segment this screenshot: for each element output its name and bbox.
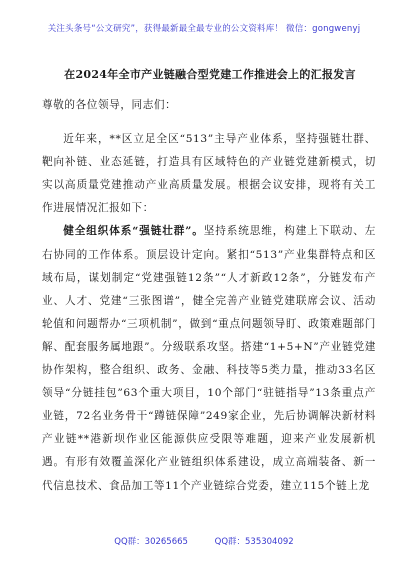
paragraph-2 bbox=[42, 220, 376, 497]
document-body bbox=[42, 94, 376, 498]
footer-qq-group-1: QQ群：30265665 bbox=[114, 537, 188, 547]
paragraph-2-text: 坚持系统思维，构建上下联动、左右协同的工作体系。顶层设计定向。紧扣“513”产业集群特点和区域布局，谋划制定“党建强链12条”“人才新政12条”，分链发布产业、人才、党建“三张图谱”，健全完善产业链党建联席会议、活动轮值和问题帮办“三项机制”，做到“重点问题领导盯、政策难题部门解、配套服务属地跟”。分级联系攻坚。搭建“1+5+N”产业链党建协作架构，整合组织、政务、金融、科技等5类力量，推动33名区领导“分链挂包”63个重大项目，10个部门“驻链指导”13条重点产业链，72名业务骨干“蹲链保障”249家企业，先后协调解决新材料产业链**港新坝作业区能源供应受限等难题，迎来产业发展新机遇。有形有效覆盖深化产业链组织体系建设，成立高端装备、新一代信息技术、食品加工等11个产业链综合党委，建立115个链上龙 bbox=[42, 225, 376, 492]
footer bbox=[0, 535, 408, 547]
salutation: 尊敬的各位领导，同志们： bbox=[42, 99, 177, 111]
footer-qq-group-2: QQ群：535304092 bbox=[214, 537, 294, 547]
paragraph-2-lead: 健全组织体系“强链壮群”。 bbox=[63, 225, 204, 238]
paragraph-1: 近年来，**区立足全区“513”主导产业体系，坚持强链壮群、靶向补链、业态延链，打造具有区域特色的产业链党建新模式，切实以高质量党建推动产业高质量发展。根据会议安排，现将有关工作进展情况汇报如下： bbox=[42, 133, 376, 215]
header-note: 关注头条号“公文研究”，获得最新最全最专业的公文资料库！ 微信：gongwenyj bbox=[47, 24, 361, 34]
document-title: 在2024年全市产业链融合型党建工作推进会上的汇报发言 bbox=[64, 68, 356, 81]
